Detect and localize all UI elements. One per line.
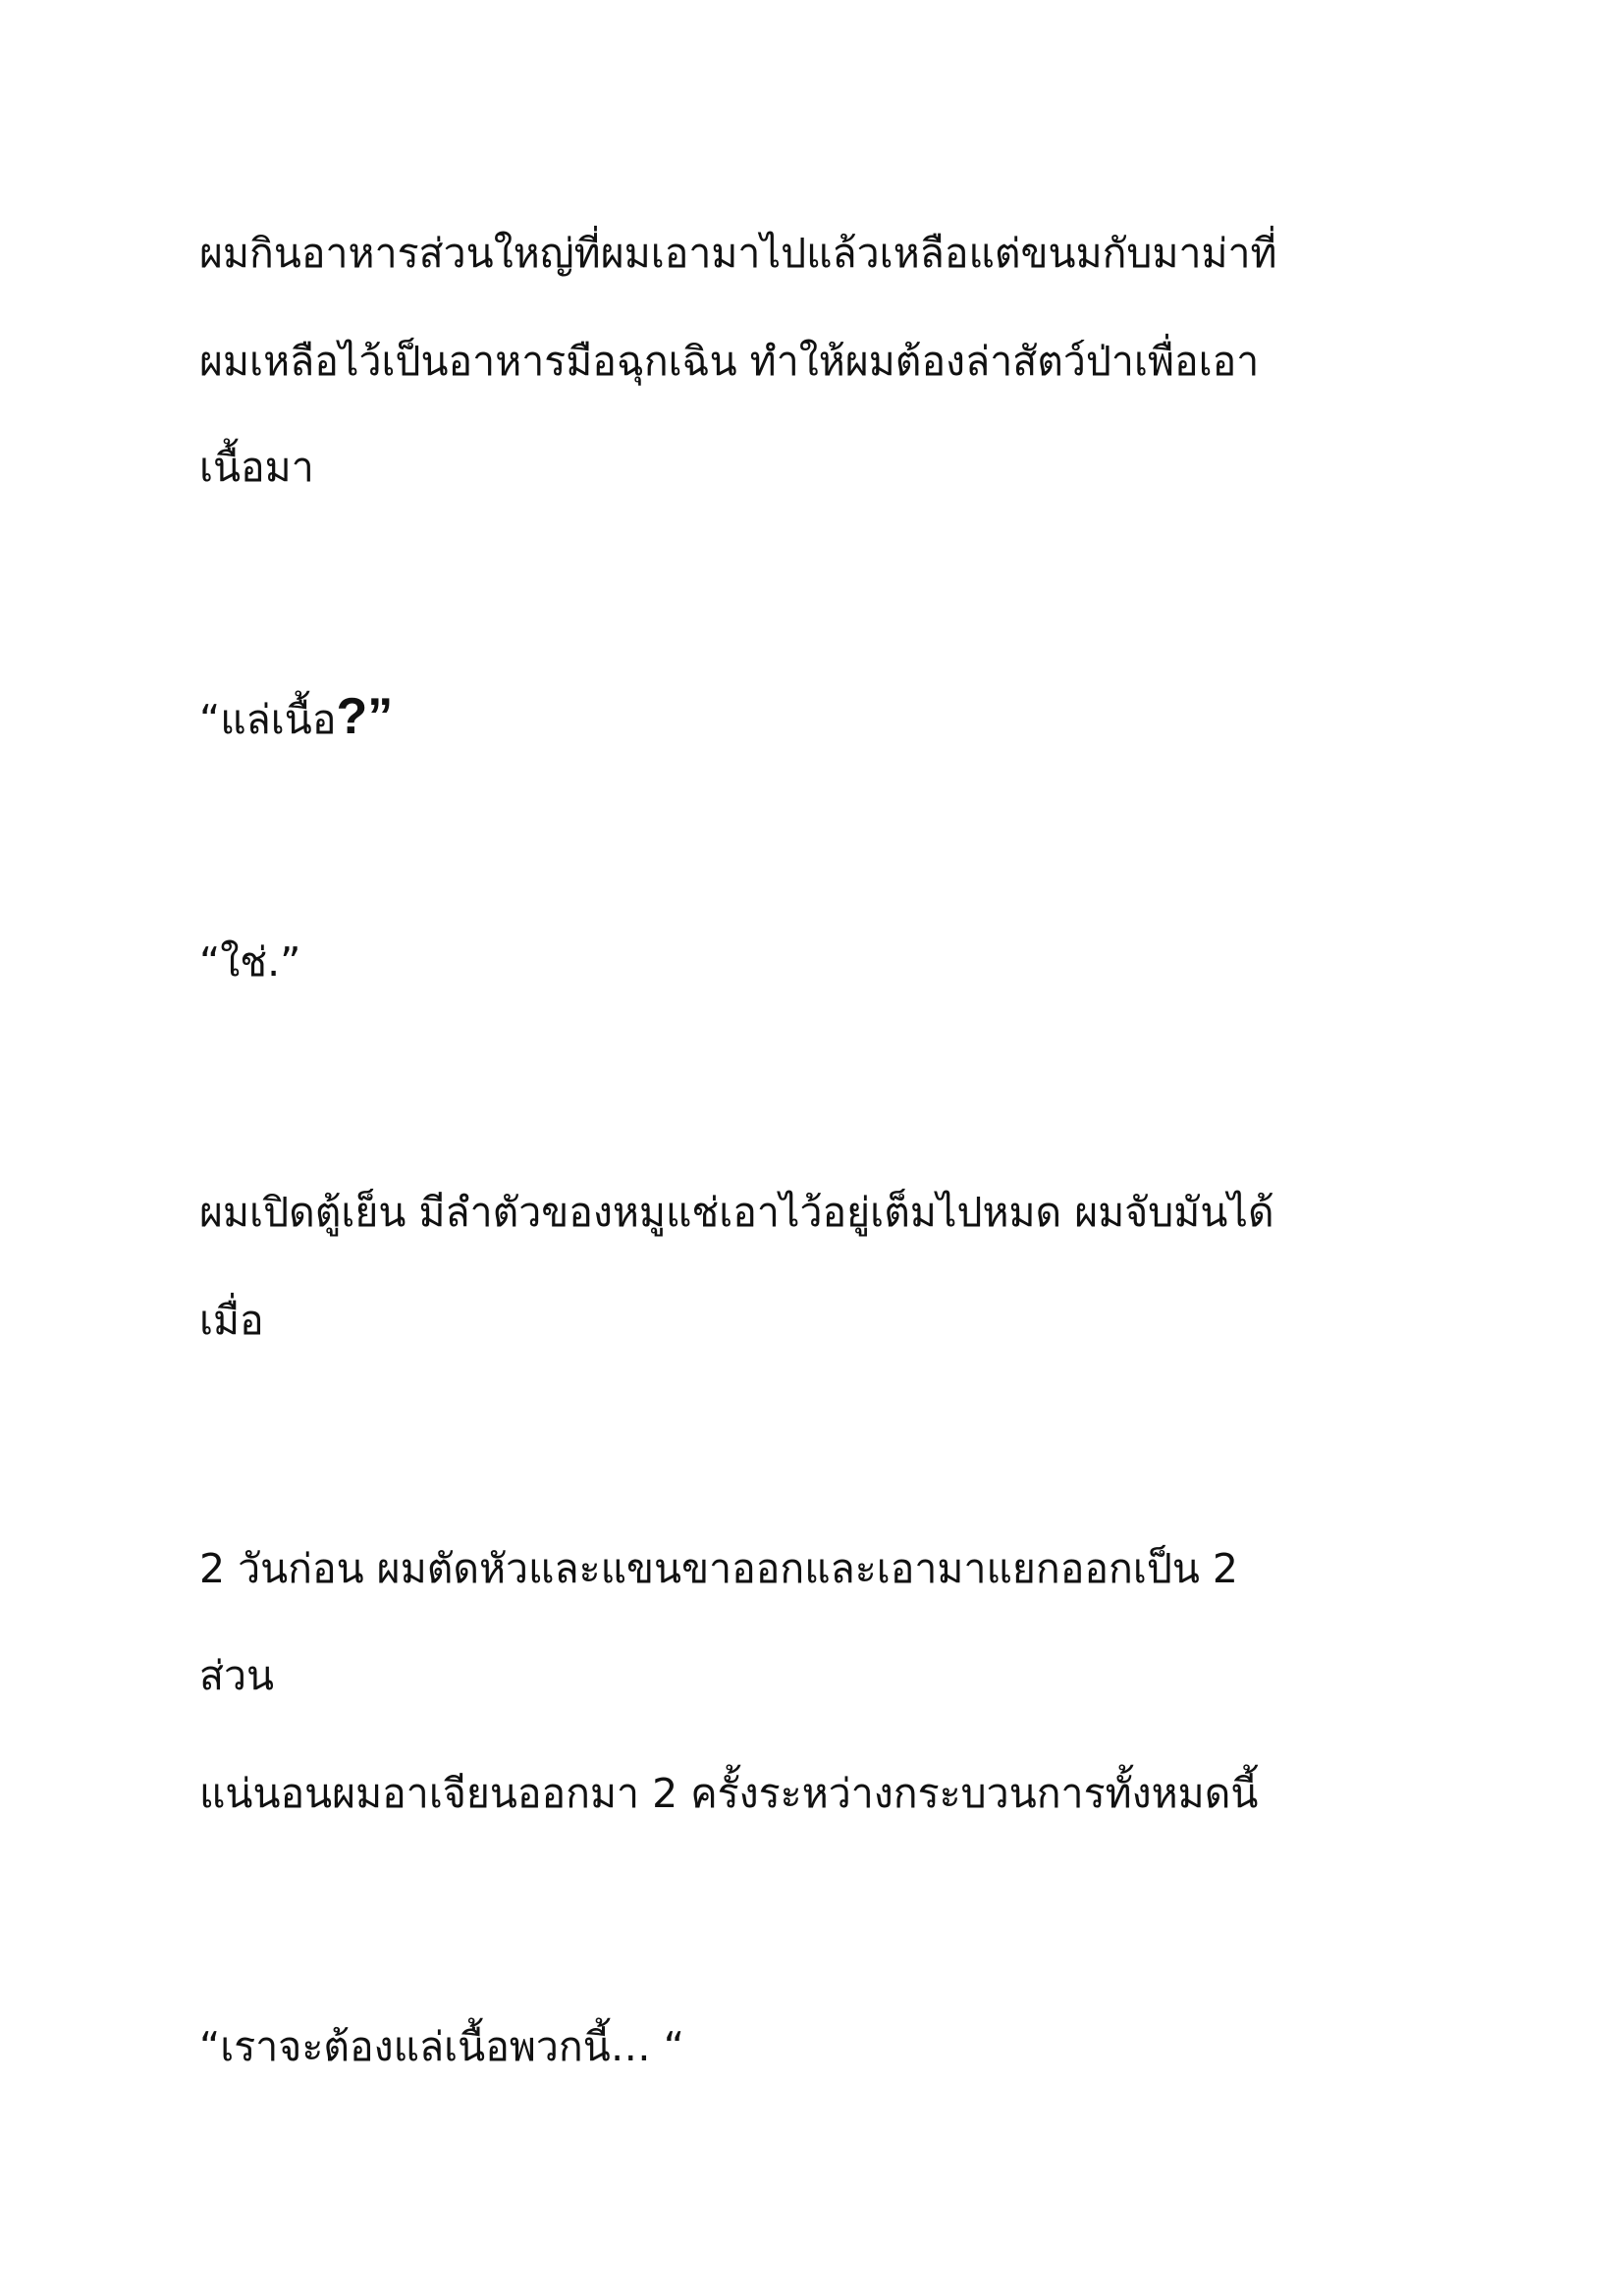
dialogue-line-2: “ใช่.” (199, 938, 301, 986)
dialogue-line-1 (199, 687, 393, 749)
paragraph-1-line-1: ผมกินอาหารส่วนใหญ่ที่ผมเอามาไปแล้วเหลือแต่ขนมกับมาม่าที่ (199, 230, 1277, 277)
dialogue-line-3: “เราจะต้องแล่เนื้อพวกนี้… “ (199, 2023, 685, 2070)
paragraph-3-line-1: 2 วันก่อน ผมตัดหัวและแขนขาออกและเอามาแยกออกเป็น 2 (199, 1545, 1239, 1592)
paragraph-2-line-1: ผมเปิดตู้เย็น มีลำตัวของหมูแช่เอาไว้อยู่เต็มไปหมด ผมจับมันได้ (199, 1189, 1274, 1236)
paragraph-3-line-2: ส่วน (199, 1652, 275, 1699)
paragraph-1-line-3: เนื้อมา (199, 444, 314, 491)
dialogue-1-question-mark: ?” (336, 688, 394, 745)
paragraph-2-line-2: เมื่อ (199, 1297, 264, 1344)
dialogue-1-text: “แล่เนื้อ (199, 696, 337, 743)
paragraph-3-line-3: แน่นอนผมอาเจียนออกมา 2 ครั้งระหว่างกระบวนการทั้งหมดนี้ (199, 1770, 1259, 1817)
paragraph-1-line-2: ผมเหลือไว้เป็นอาหารมือฉุกเฉิน ทำให้ผมต้องล่าสัตว์ป่าเพื่อเอา (199, 338, 1260, 385)
